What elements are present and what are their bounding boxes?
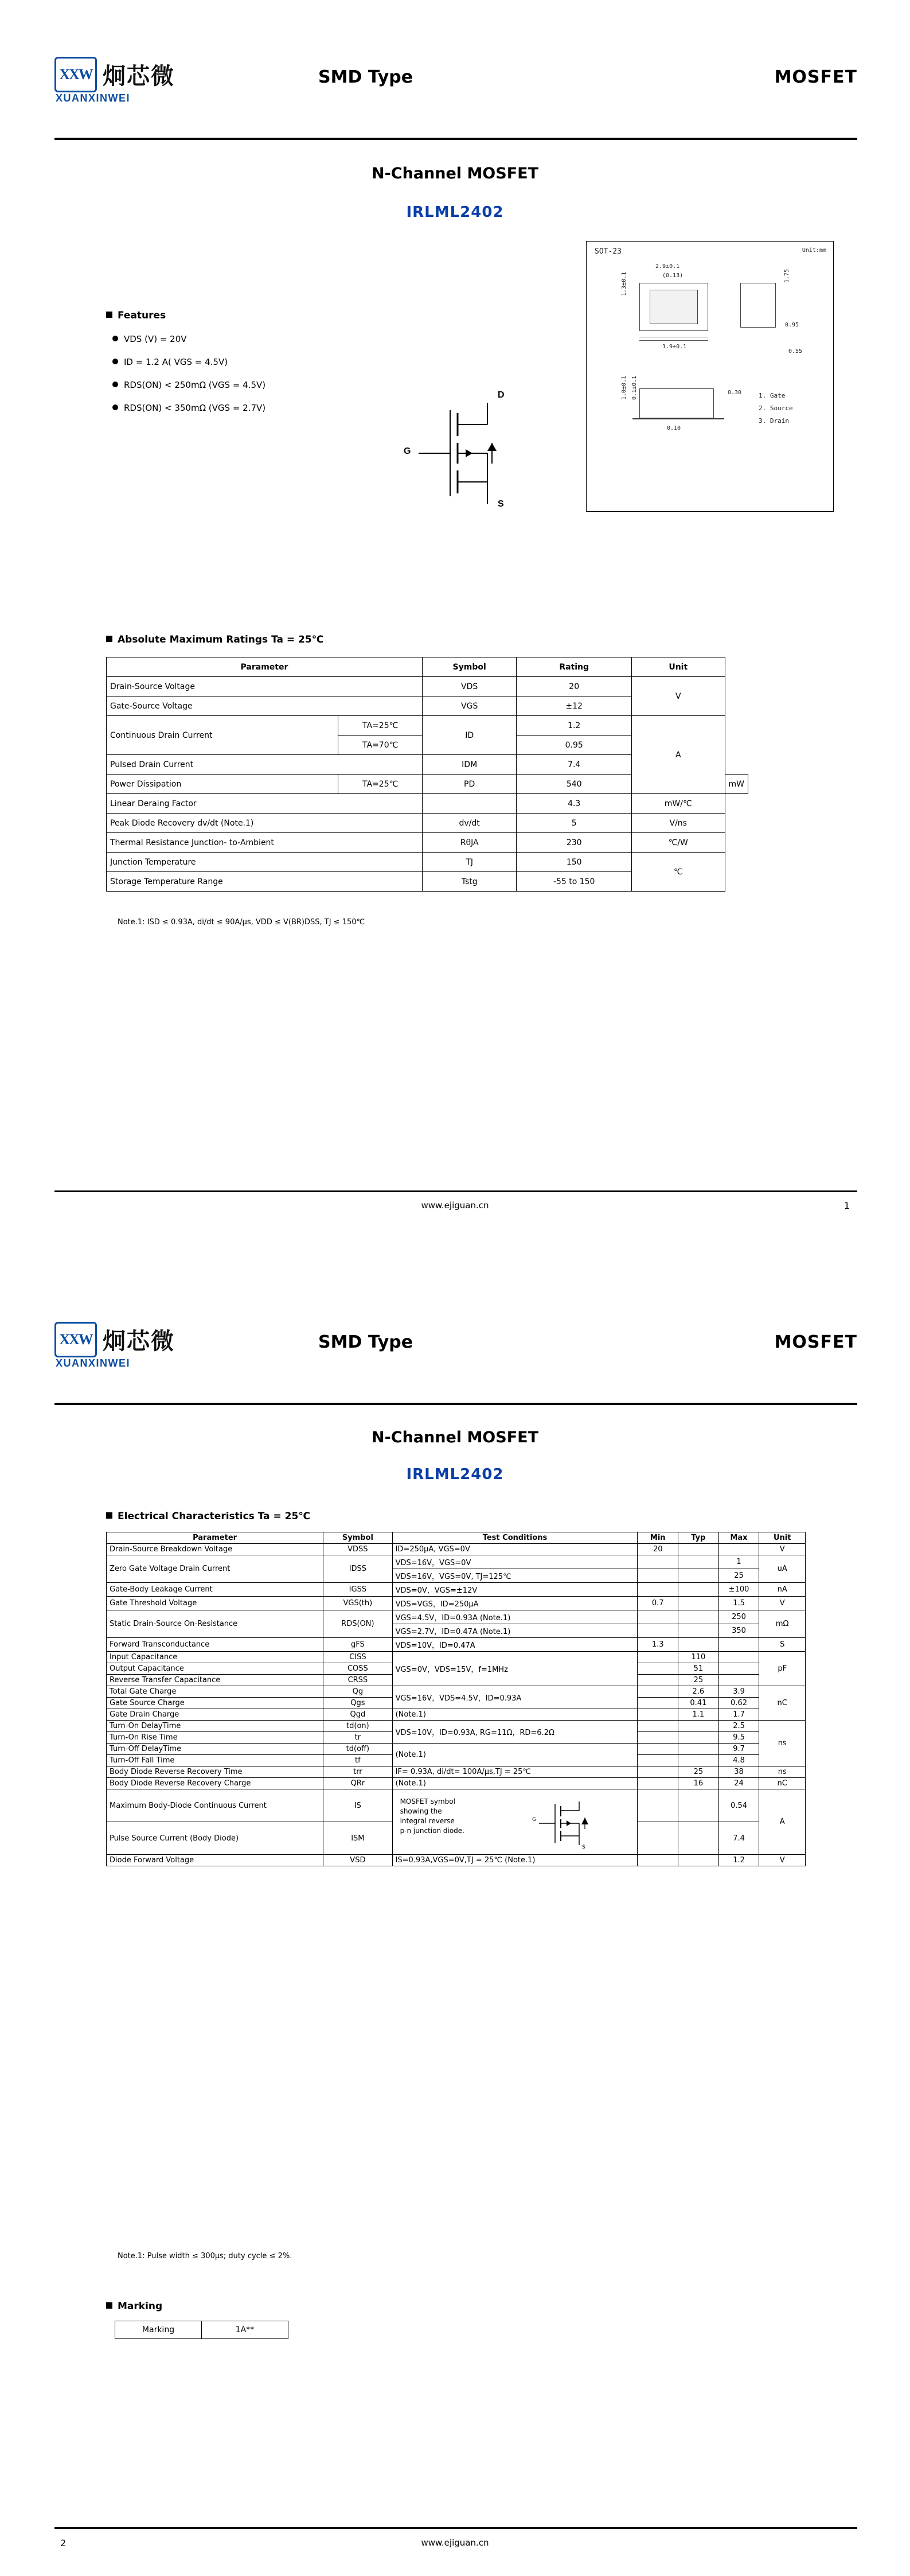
feature-item-4: RDS(ON) < 350mΩ (VGS = 2.7V): [112, 403, 265, 413]
logo-mark-icon: [54, 1322, 97, 1357]
diode-note-line-1: MOSFET symbol: [400, 1797, 455, 1805]
table-row: TA=70℃ 0.95: [107, 736, 748, 755]
package-dim-2: (0.13): [662, 273, 684, 279]
table-row: Junction Temperature TJ 150 ℃: [107, 853, 748, 872]
package-dim-8: 0.10: [667, 425, 681, 431]
pin-list-1: 1. Gate: [759, 392, 786, 399]
table-row: VDS=16V，VGS=0V, TJ=125℃ 25: [107, 1569, 806, 1583]
bullet-square-icon: [106, 1512, 112, 1519]
footer-rule: [54, 2527, 857, 2529]
pin-list-3: 3. Drain: [759, 417, 789, 425]
table-row: Turn-On Rise Time tr 9.5: [107, 1732, 806, 1744]
package-dim-1: 2.9±0.1: [655, 263, 680, 270]
table-row: Turn-Off Fall Time tf 4.8: [107, 1755, 806, 1766]
table-header-row: Parameter Symbol Rating Unit: [107, 657, 748, 677]
package-dim-5: 1.9±0.1: [662, 344, 687, 350]
table-row: Pulsed Drain Current IDM 7.4: [107, 755, 748, 775]
table-row: VGS=2.7V，ID=0.47A (Note.1) 350: [107, 1624, 806, 1638]
table-row: Gate-Body Leakage Current IGSS VDS=0V，VGS=±12V ±100 nA: [107, 1583, 806, 1597]
table-row: Reverse Transfer Capacitance CRSS 25: [107, 1675, 806, 1686]
header-type: SMD Type: [318, 1332, 413, 1352]
table-row: Drain-Source Breakdown Voltage VDSS ID=250µA, VGS=0V 20 V: [107, 1544, 806, 1555]
ec-note: Note.1: Pulse width ≤ 300µs; duty cycle ≤ 2%.: [118, 2252, 292, 2260]
package-dim-3: 1.3±0.1: [621, 271, 627, 296]
header-type: SMD Type: [318, 67, 413, 87]
logo-english-name: XUANXINWEI: [56, 92, 131, 104]
package-dim-4: 0.95: [785, 322, 799, 328]
table-row: Pulse Source Current (Body Diode) ISM 7.4: [107, 1822, 806, 1855]
header-rule: [54, 138, 857, 140]
bullet-square-icon: [106, 2302, 112, 2309]
package-dim-7: 0.55: [788, 348, 803, 355]
logo-chinese-name: 炯芯微: [103, 63, 175, 90]
page-title: N-Channel MOSFET: [371, 165, 539, 182]
page-header: [54, 55, 857, 106]
table-row: Turn-On DelayTime td(on) VDS=10V，ID=0.93A, RG=11Ω，RD=6.2Ω 2.5 ns: [107, 1721, 806, 1732]
logo-english-name: XUANXINWEI: [56, 1357, 131, 1369]
package-dim-11: 0.1±0.1: [631, 375, 638, 400]
company-logo: [54, 1320, 244, 1372]
table-row: Static Drain-Source On-Resistance RDS(ON) VGS=4.5V，ID=0.93A (Note.1) 250 mΩ: [107, 1610, 806, 1624]
ec-heading: Electrical Characteristics Ta = 25℃: [106, 1511, 310, 1522]
part-number: IRLML2402: [406, 1466, 504, 1483]
table-row: Total Gate Charge Qg VGS=16V，VDS=4.5V，ID=0.93A 2.6 3.9 nC: [107, 1686, 806, 1698]
package-unit: Unit:mm: [802, 247, 826, 254]
package-dim-6: 1.75: [784, 269, 790, 283]
marking-label: Marking: [115, 2321, 202, 2339]
features-heading: Features: [106, 310, 166, 321]
header-rule: [54, 1403, 857, 1405]
diode-note-line-3: integral reverse: [400, 1816, 455, 1825]
table-row: Thermal Resistance Junction- to-Ambient RθJA 230 ℃/W: [107, 833, 748, 853]
diode-note-line-2: showing the: [400, 1807, 442, 1815]
package-name: SOT-23: [595, 247, 622, 256]
package-dim-9: 0.30: [728, 390, 742, 396]
feature-item-3: RDS(ON) < 250mΩ (VGS = 4.5V): [112, 380, 265, 390]
bullet-dot-icon: [112, 382, 118, 387]
package-dim-10: 1.0±0.1: [621, 375, 627, 400]
logo-mark-text: XXW: [59, 66, 92, 83]
table-row: Maximum Body-Diode Continuous Current IS MOSFET symbol showing the integral reverse p-n junction diode. G S 0.54 A: [107, 1789, 806, 1822]
pin-list-2: 2. Source: [759, 404, 793, 412]
table-row: Gate Threshold Voltage VGS(th) VDS=VGS，ID=250µA 0.7 1.5 V: [107, 1597, 806, 1610]
bullet-square-icon: [106, 312, 112, 318]
table-row: Drain-Source Voltage VDS 20 V: [107, 677, 748, 696]
table-row: [115, 2321, 288, 2339]
table-row: Power Dissipation TA=25℃ PD 540 mW: [107, 775, 748, 794]
table-row: Zero Gate Voltage Drain Current IDSS VDS=16V，VGS=0V 1 uA: [107, 1555, 806, 1569]
logo-mark-icon: [54, 57, 97, 92]
table-row: Body Diode Reverse Recovery Charge QRr (Note.1) 16 24 nC: [107, 1778, 806, 1789]
pin-label-gate: G: [404, 446, 411, 456]
footer-url: www.ejiguan.cn: [421, 2538, 489, 2548]
package-drawing: [586, 241, 834, 512]
diode-symbol-cell: [392, 1789, 638, 1855]
footer-page-number: 2: [60, 2538, 67, 2548]
table-row: Body Diode Reverse Recovery Time trr IF= 0.93A, di/dt= 100A/µs,TJ = 25℃ 25 38 ns: [107, 1766, 806, 1778]
table-row: Forward Transconductance gFS VDS=10V，ID=0.47A 1.3 S: [107, 1638, 806, 1652]
header-category: MOSFET: [774, 67, 857, 87]
footer-url: www.ejiguan.cn: [421, 1200, 489, 1211]
table-row: Gate Source Charge Qgs 0.41 0.62: [107, 1698, 806, 1709]
header-category: MOSFET: [774, 1332, 857, 1352]
company-logo: [54, 55, 244, 107]
feature-item-2: ID = 1.2 A( VGS = 4.5V): [112, 357, 228, 367]
marking-value: 1A**: [202, 2321, 288, 2339]
table-row: Storage Temperature Range Tstg -55 to 150: [107, 872, 748, 892]
bullet-square-icon: [106, 636, 112, 642]
mosfet-symbol-icon: [396, 396, 533, 511]
table-row: Gate Drain Charge Qgd (Note.1) 1.1 1.7: [107, 1709, 806, 1721]
table-row: Peak Diode Recovery dv/dt (Note.1) dv/dt 5 V/ns: [107, 814, 748, 833]
mosfet-schematic: [396, 390, 533, 511]
bullet-dot-icon: [112, 359, 118, 364]
footer-page-number: 1: [843, 1200, 850, 1211]
page-header: [54, 1320, 857, 1371]
table-row: Output Capacitance COSS 51: [107, 1663, 806, 1675]
marking-heading: Marking: [106, 2301, 162, 2312]
table-row: Turn-Off DelayTime td(off) (Note.1) 9.7: [107, 1744, 806, 1755]
footer-rule: [54, 1190, 857, 1192]
svg-text:S: S: [581, 1844, 585, 1849]
table-row: Gate-Source Voltage VGS ±12: [107, 696, 748, 716]
page-2: [0, 1288, 910, 2576]
amr-note: Note.1: ISD ≤ 0.93A, di/dt ≤ 90A/µs, VDD ≤ V(BR)DSS, TJ ≤ 150℃: [118, 918, 365, 927]
part-number: IRLML2402: [406, 204, 504, 221]
page-title: N-Channel MOSFET: [371, 1429, 539, 1446]
amr-heading: Absolute Maximum Ratings Ta = 25℃: [106, 634, 323, 645]
pin-label-source: S: [498, 499, 504, 509]
bullet-dot-icon: [112, 336, 118, 341]
table-row: Continuous Drain Current TA=25℃ ID 1.2 A: [107, 716, 748, 736]
table-row: Input Capacitance CISS VGS=0V，VDS=15V，f=1MHz 110 pF: [107, 1652, 806, 1663]
bullet-dot-icon: [112, 404, 118, 410]
absolute-maximum-ratings-table: [106, 657, 748, 892]
logo-chinese-name: 炯芯微: [103, 1328, 175, 1355]
logo-mark-text: XXW: [59, 1331, 92, 1348]
table-row: Diode Forward Voltage VSD IS=0.93A,VGS=0V,TJ = 25℃ (Note.1) 1.2 V: [107, 1855, 806, 1866]
table-row: Linear Deraing Factor 4.3 mW/℃: [107, 794, 748, 814]
electrical-characteristics-table: [106, 1532, 806, 1866]
body-diode-symbol-icon: [528, 1798, 596, 1849]
table-header-row: Parameter Symbol Test Conditions Min Typ Max Unit: [107, 1532, 806, 1544]
marking-table: [115, 2321, 288, 2339]
pin-label-drain: D: [498, 390, 505, 400]
feature-item-1: VDS (V) = 20V: [112, 334, 187, 344]
diode-note-line-4: p-n junction diode.: [400, 1826, 464, 1835]
svg-text:G: G: [532, 1816, 536, 1823]
